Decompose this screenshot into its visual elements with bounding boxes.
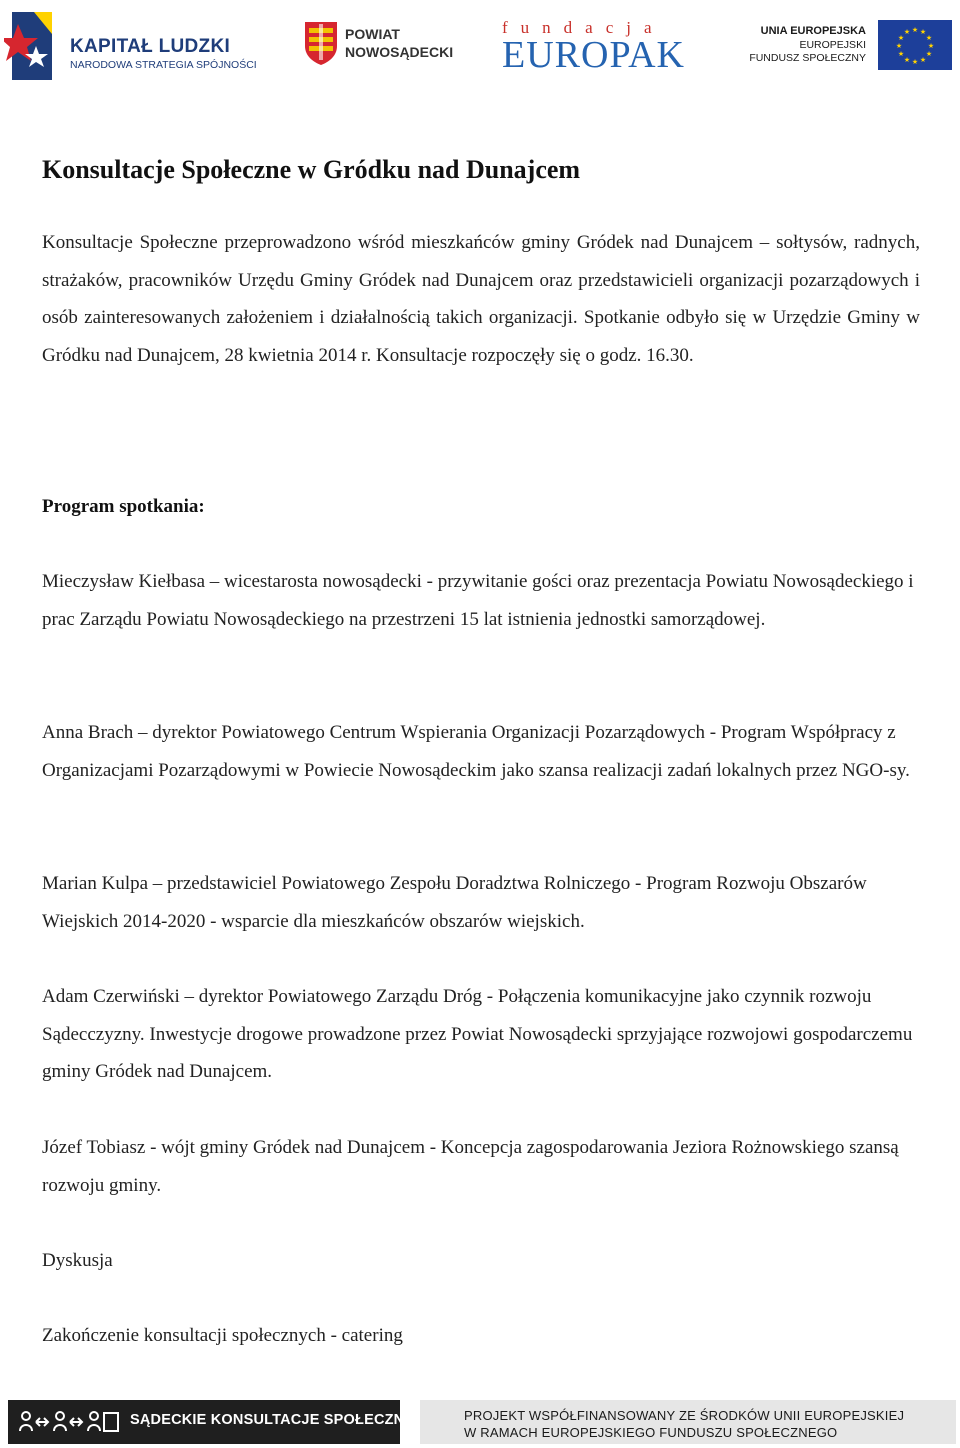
- powiat-line2: NOWOSĄDECKI: [345, 44, 454, 60]
- fundacja-label: fundacja: [502, 18, 665, 37]
- ue-line1: UNIA EUROPEJSKA: [760, 25, 866, 37]
- kapital-ludzki-subtitle: NARODOWA STRATEGIA SPÓJNOŚCI: [70, 59, 257, 71]
- ue-line3: FUNDUSZ SPOŁECZNY: [749, 52, 866, 64]
- footer-left-text: SĄDECKIE KONSULTACJE SPOŁECZNE: [130, 1412, 415, 1428]
- ue-line2: EUROPEJSKI: [799, 39, 866, 51]
- powiat-line1: POWIAT: [345, 26, 400, 42]
- footer-right-line2: W RAMACH EUROPEJSKIEGO FUNDUSZU SPOŁECZNEGO: [464, 1425, 838, 1440]
- svg-text:★: ★: [919, 56, 927, 64]
- footer-right-line1: PROJEKT WSPÓŁFINANSOWANY ZE ŚRODKÓW UNII EUROPEJSKIEJ: [464, 1408, 905, 1423]
- kapital-ludzki-logo: [4, 6, 257, 82]
- unia-europejska-logo: [749, 20, 952, 70]
- svg-text:★: ★: [911, 26, 919, 34]
- program-heading: Program spotkania:: [42, 496, 205, 517]
- europak-name: EUROPAK: [502, 34, 685, 76]
- program-item: Anna Brach – dyrektor Powiatowego Centrum Wspierania Organizacji Pozarządowych - Program Współpracy z Organizacjami Pozarządowymi w Powiecie Nowosądeckim jako szansa realizacji zadań lokalnych przez NGO-sy.: [42, 722, 910, 781]
- svg-text:★: ★: [897, 50, 905, 58]
- powiat-crest-icon: [303, 20, 339, 66]
- svg-text:★: ★: [925, 50, 933, 58]
- svg-text:★: ★: [911, 58, 919, 66]
- program-item: Józef Tobiasz - wójt gminy Gródek nad Dunajcem - Koncepcja zagospodarowania Jeziora Rożnowskiego szansą rozwoju gminy.: [42, 1137, 899, 1196]
- header-logos: [0, 0, 960, 90]
- people-arrows-icon: [18, 1409, 122, 1435]
- program-item: Mieczysław Kiełbasa – wicestarosta nowosądecki - przywitanie gości oraz prezentacja Powiatu Nowosądeckiego i prac Zarządu Powiatu Nowosądeckiego na przestrzeni 15 lat istnienia jednostki samorządowej.: [42, 571, 914, 630]
- svg-text:★: ★: [927, 42, 935, 50]
- fundacja-europak-logo: [500, 18, 695, 76]
- footer-banner-right: [420, 1400, 956, 1444]
- svg-text:★: ★: [895, 42, 903, 50]
- program-item: Zakończenie konsultacji społecznych - catering: [42, 1325, 403, 1346]
- svg-text:★: ★: [919, 28, 927, 36]
- eu-flag-icon: [878, 20, 952, 70]
- program-item: Adam Czerwiński – dyrektor Powiatowego Zarządu Dróg - Połączenia komunikacyjne jako czynnik rozwoju Sądecczyzny. Inwestycje drogowe prowadzone przez Powiat Nowosądecki sprzyjające rozwojowi gospodarczemu gminy Gródek nad Dunajcem.: [42, 986, 913, 1083]
- svg-text:★: ★: [897, 34, 905, 42]
- footer-banner-left: [8, 1400, 415, 1444]
- svg-text:★: ★: [903, 56, 911, 64]
- powiat-nowosadecki-logo: [303, 20, 454, 68]
- kapital-ludzki-emblem-icon: [4, 6, 64, 82]
- svg-text:★: ★: [903, 28, 911, 36]
- program-item: Marian Kulpa – przedstawiciel Powiatowego Zespołu Doradztwa Rolniczego - Program Rozwoju Obszarów Wiejskich 2014-2020 - wsparcie dla mieszkańców obszarów wiejskich.: [42, 873, 867, 932]
- kapital-ludzki-title: KAPITAŁ LUDZKI: [70, 36, 231, 57]
- document-title: Konsultacje Społeczne w Gródku nad Dunajcem: [42, 155, 581, 184]
- program-item: Dyskusja: [42, 1250, 113, 1271]
- intro-paragraph: Konsultacje Społeczne przeprowadzono wśród mieszkańców gminy Gródek nad Dunajcem – sołtysów, radnych, strażaków, pracowników Urzędu Gminy Gródek nad Dunajcem oraz przedstawicieli organizacji pozarządowych i osób zainteresowanych założeniem i działalnością takich organizacji. Spotkanie odbyło się w Urzędzie Gminy w Gródku nad Dunajcem, 28 kwietnia 2014 r. Konsultacje rozpoczęły się o godz. 16.30.: [42, 232, 920, 366]
- svg-text:★: ★: [925, 34, 933, 42]
